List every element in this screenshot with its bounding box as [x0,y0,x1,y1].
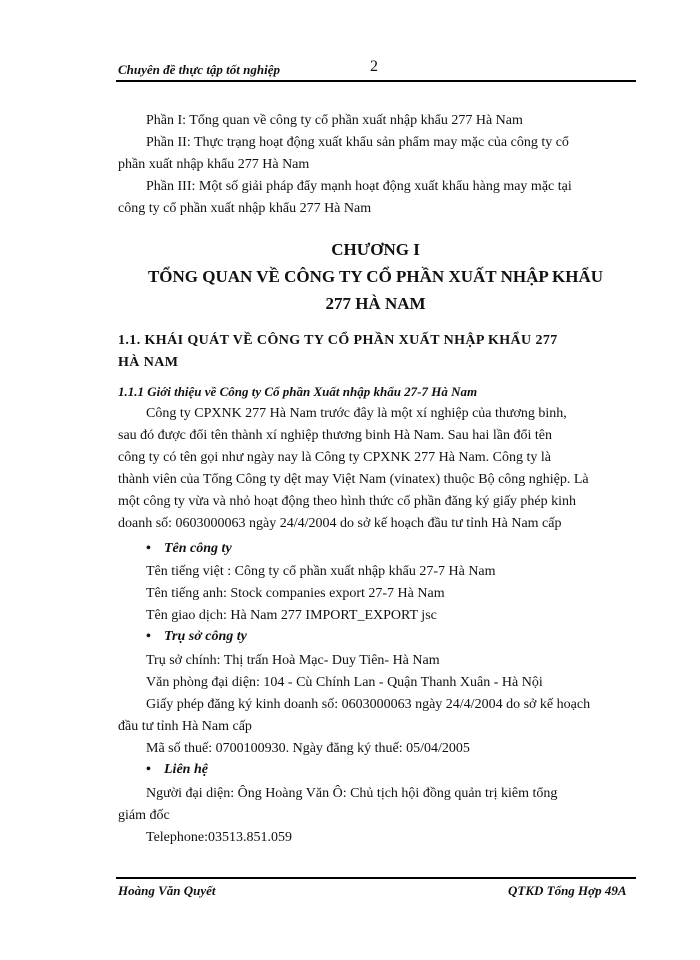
company-intro-paragraph [118,403,633,535]
rep-line2: giám đốc [118,808,170,823]
contact-heading: • Liên hệ [146,762,208,777]
section-line1: 1.1. KHÁI QUÁT VỀ CÔNG TY CỔ PHẦN XUẤT NHẬP KHẨU 277 [118,333,558,348]
main-office: Trụ sở chính: Thị trấn Hoà Mạc- Duy Tiên- Hà Nam [146,653,440,668]
header-title: Chuyên đề thực tập tốt nghiệp [118,62,280,77]
headquarters-heading: • Trụ sở công ty [146,629,247,644]
chapter-title-line1: TỔNG QUAN VỀ CÔNG TY CỔ PHẦN XUẤT NHẬP KHẨU [147,267,604,286]
license-line2: đầu tư tỉnh Hà Nam cấp [118,719,252,734]
footer-author: Hoàng Văn Quyết [118,883,216,898]
footer-rule [116,877,636,879]
paragraph-line: doanh số: 0603000063 ngày 24/4/2004 do sở kế hoạch đầu tư tỉnh Hà Nam cấp [118,516,562,531]
paragraph-line: Công ty CPXNK 277 Hà Nam trước đây là một xí nghiệp của thương binh, [146,406,567,421]
name-trade: Tên giao dịch: Hà Nam 277 IMPORT_EXPORT jsc [146,608,437,623]
chapter-number: CHƯƠNG I [331,240,420,259]
chapter-title-line2: 277 HÀ NAM [325,294,426,313]
intro-part1: Phần I: Tổng quan về công ty cổ phần xuất nhập khẩu 277 Hà Nam [146,113,523,128]
intro-part3-line1: Phần III: Một số giải pháp đẩy mạnh hoạt động xuất khẩu hàng may mặc tại [146,179,572,194]
section-line2: HÀ NAM [118,355,179,370]
name-english: Tên tiếng anh: Stock companies export 27-7 Hà Nam [146,586,445,601]
intro-outline [118,110,633,220]
license-line1: Giấy phép đăng ký kinh doanh số: 0603000063 ngày 24/4/2004 do sở kế hoạch [146,697,591,712]
bullet-icon: • [146,629,151,644]
intro-part2-line1: Phần II: Thực trạng hoạt động xuất khẩu sản phẩm may mặc của công ty cổ [146,135,569,150]
representative [118,783,633,827]
rep-office: Văn phòng đại diện: 104 - Cù Chính Lan - Quận Thanh Xuân - Hà Nội [146,675,543,690]
telephone: Telephone:03513.851.059 [146,830,292,845]
company-name-heading: • Tên công ty [146,541,232,556]
intro-part3-line2: công ty cổ phần xuất nhập khẩu 277 Hà Nam [118,201,372,216]
chapter-heading [118,236,633,317]
bullet-icon: • [146,541,151,556]
paragraph-line: thành viên của Tổng Công ty dệt may Việt Nam (vinatex) thuộc Bộ công nghiệp. Là [118,472,589,487]
rep-line1: Người đại diện: Ông Hoàng Văn Ô: Chủ tịch hội đồng quản trị kiêm tổng [146,786,558,801]
section-heading [118,330,633,374]
tax-code: Mã số thuế: 0700100930. Ngày đăng ký thuế: 05/04/2005 [146,741,470,756]
intro-part2-line2: phần xuất nhập khẩu 277 Hà Nam [118,157,310,172]
paragraph-line: sau đó được đổi tên thành xí nghiệp thương binh Hà Nam. Sau hai lần đổi tên [118,428,552,443]
name-vietnamese: Tên tiếng việt : Công ty cổ phần xuất nhập khẩu 27-7 Hà Nam [146,564,496,579]
business-license [118,694,633,738]
header-rule [116,80,636,82]
bullet-icon: • [146,762,151,777]
paragraph-line: một công ty vừa và nhỏ hoạt động theo hình thức cổ phần đăng ký giấy phép kinh [118,494,577,509]
paragraph-line: công ty có tên gọi như ngày nay là Công ty CPXNK 277 Hà Nam. Công ty là [118,450,551,465]
subsection-heading: 1.1.1 Giới thiệu về Công ty Cổ phần Xuất nhập khẩu 27-7 Hà Nam [118,384,478,399]
page-number: 2 [370,58,378,75]
footer-class: QTKD Tổng Hợp 49A [508,883,627,898]
